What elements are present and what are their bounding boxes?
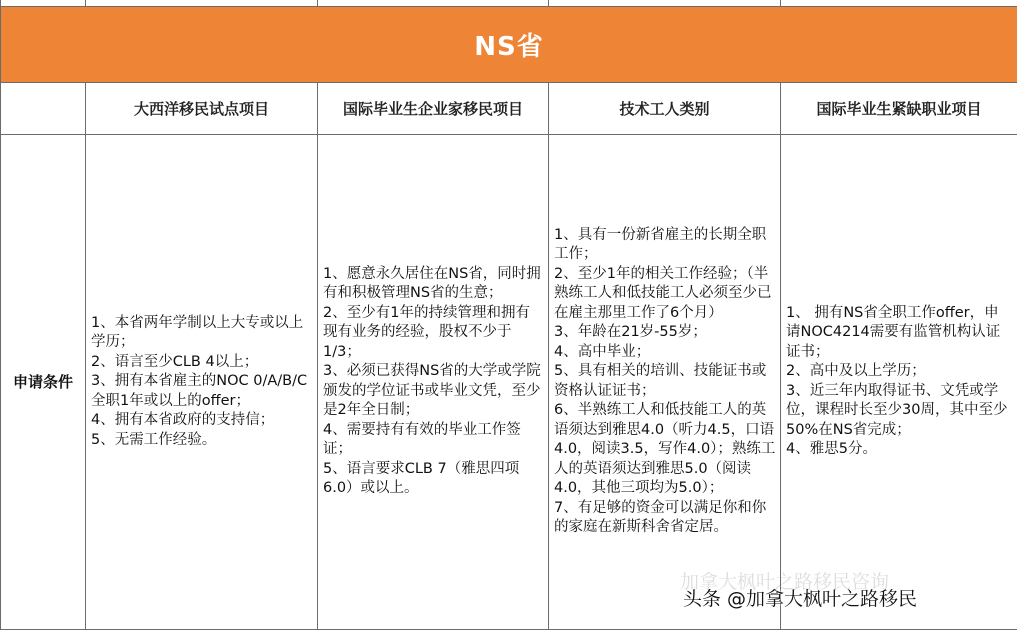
requirement-line: 3、拥有本省雇主的NOC 0/A/B/C全职1年或以上的offer； (91, 373, 308, 409)
requirement-line: 2、至少有1年的持续管理和拥有现有业务的经验，股权不少于1/3； (323, 304, 530, 360)
requirement-line: 4、高中毕业； (554, 343, 651, 360)
row-label: 申请条件 (1, 134, 86, 630)
requirement-line: 5、无需工作经验。 (91, 431, 217, 448)
requirement-line: 1、本省两年学制以上大专或以上学历； (91, 314, 304, 350)
requirement-line: 1、愿意永久居住在NS省，同时拥有和积极管理NS省的生意； (323, 265, 541, 302)
watermark-ghost: 加拿大枫叶之路移民咨询 (680, 571, 890, 593)
header-graduate-in-demand: 国际毕业生紧缺职业项目 (781, 82, 1017, 134)
header-atlantic-pilot: 大西洋移民试点项目 (86, 82, 318, 134)
requirement-line: 3、近三年内取得证书、文凭或学位，课程时长至少30周，其中至少50%在NS省完成； (786, 382, 1008, 438)
requirement-line: 1、 拥有NS省全职工作offer，申请NOC4214需要有监管机构认证证书； (786, 304, 1001, 360)
requirement-line: 2、高中及以上学历； (786, 363, 926, 380)
requirement-line: 1、具有一份新省雇主的长期全职工作； (554, 226, 767, 263)
requirement-line: 4、雅思5分。 (786, 441, 877, 458)
requirements-row (1, 134, 1017, 630)
header-skilled-worker: 技术工人类别 (549, 82, 781, 134)
requirements-atlantic-pilot (86, 134, 318, 630)
requirements-graduate-in-demand (781, 134, 1017, 630)
requirement-line: 3、年龄在21岁-55岁； (554, 324, 707, 341)
table-title: NS省 (1, 6, 1017, 82)
requirement-line: 5、具有相关的培训、技能证书或资格认证证书； (554, 363, 767, 399)
requirement-line: 2、语言至少CLB 4以上； (91, 353, 259, 370)
requirement-line: 4、需要持有有效的毕业工作签证； (323, 421, 521, 458)
requirement-line: 7、有足够的资金可以满足你和你的家庭在新斯科舍省定居。 (554, 499, 767, 536)
requirements-skilled-worker (549, 134, 781, 630)
watermark: 头条 @加拿大枫叶之路移民 (683, 588, 918, 610)
requirement-line: 3、必须已获得NS省的大学或学院颁发的学位证书或毕业文凭，至少是2年全日制； (323, 363, 541, 419)
requirements-graduate-entrepreneur (318, 134, 549, 630)
header-row (1, 82, 1017, 134)
requirement-line: 6、半熟练工人和低技能工人的英语须达到雅思4.0（听力4.5，口语4.0，阅读3.5，写作4.0）；熟练工人的英语须达到雅思5.0（阅读4.0，其他三项均为5.0）； (554, 402, 776, 497)
title-row (1, 6, 1017, 82)
header-graduate-entrepreneur: 国际毕业生企业家移民项目 (318, 82, 549, 134)
requirement-line: 4、拥有本省政府的支持信； (91, 412, 275, 428)
requirement-line: 2、至少1年的相关工作经验；（半熟练工人和低技能工人必须至少已在雇主那里工作了6个月） (554, 265, 772, 321)
requirement-line: 5、语言要求CLB 7（雅思四项6.0）或以上。 (323, 460, 520, 497)
header-corner (1, 82, 86, 134)
